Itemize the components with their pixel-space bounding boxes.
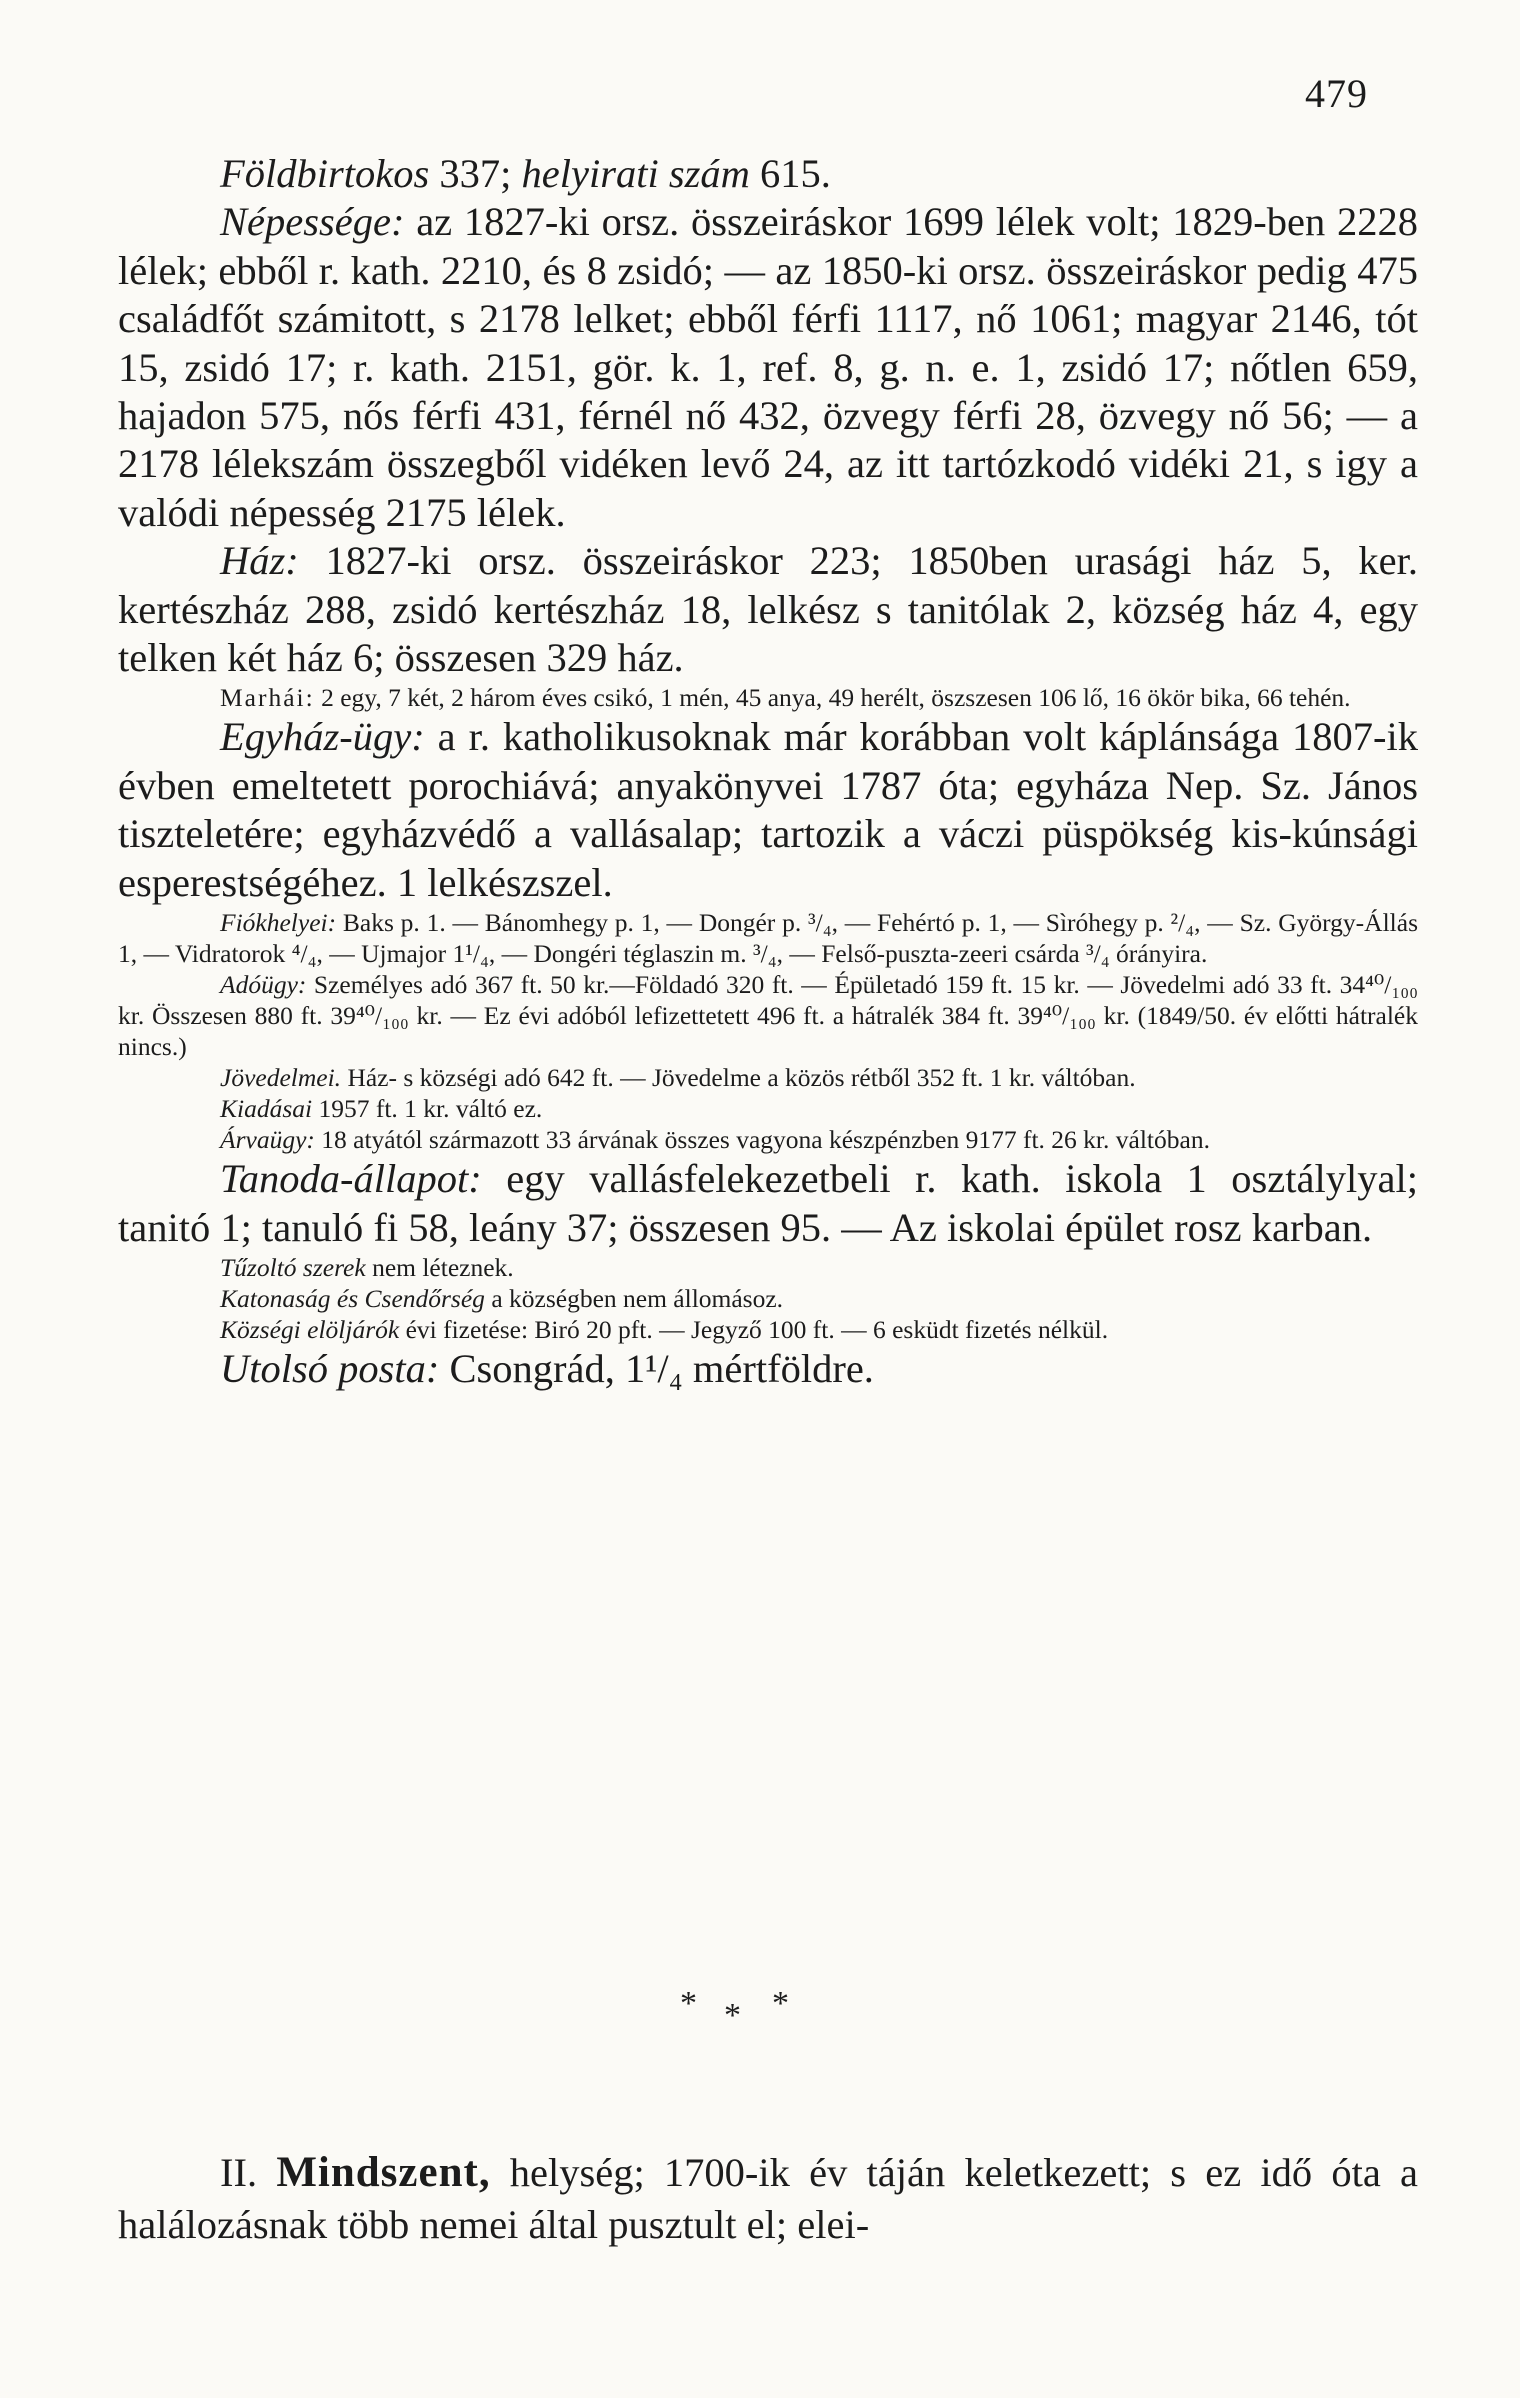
paragraph-population (118, 198, 1418, 537)
label-expenses: Kiadásai (220, 1094, 313, 1124)
label-houses: Ház: (220, 538, 299, 584)
text-school: egy vallásfelekezetbeli r. kath. iskola 1 osztálylyal; tanitó 1; tanuló fi 58, leány 37; összesen 95. — Az iskolai épület rosz karban. (118, 1156, 1418, 1250)
paragraph-military (118, 1283, 1418, 1314)
label-income: Jövedelmei. (220, 1063, 342, 1093)
label-officials: Községi elöljárók (220, 1314, 400, 1344)
text-orphans: 18 atyától származott 33 árvának összes vagyona készpénzben 9177 ft. 26 kr. váltóban. (314, 1125, 1210, 1155)
label-population: Népessége: (220, 199, 405, 245)
label-taxes: Adóügy: (220, 970, 307, 1000)
paragraph-expenses (118, 1093, 1418, 1124)
paragraph-orphans (118, 1124, 1418, 1155)
paragraph-fire-equipment (118, 1252, 1418, 1283)
asterisk-right: * (772, 1985, 789, 2022)
text-postal-number: 615. (749, 151, 831, 196)
text-income: Ház- s községi adó 642 ft. — Jövedelme a közös rétből 352 ft. 1 kr. váltóban. (341, 1063, 1136, 1093)
text-post: Csongrád, 1¹/₄ mértföldre. (439, 1345, 874, 1391)
page-number: 479 (1305, 71, 1368, 116)
section-numeral: II. (220, 2150, 258, 2195)
page-body (118, 150, 1418, 1393)
text-church: a r. katholikusoknak már korábban volt káplánsága 1807-ik évben emeltetett porochiává; anyakönyvei 1787 óta; egyháza Nep. Sz. János tiszteletére; egyházvédő a vallásalap; tartozik a váczi püspökség kis-kúnsági esperestségéhez. 1 lelkészszel. (118, 714, 1418, 905)
text-livestock: 2 egy, 7 két, 2 három éves csikó, 1 mén, 45 anya, 49 herélt, öszszesen 106 lő, 16 ökör bika, 66 tehén. (314, 683, 1351, 713)
label-church: Egyház-ügy: (220, 714, 425, 760)
text-taxes: Személyes adó 367 ft. 50 kr.—Földadó 320 ft. — Épületadó 159 ft. 15 kr. — Jövedelmi adó 33 ft. 34⁴⁰/₁₀₀ kr. Összesen 880 ft. 39⁴⁰/₁₀₀ kr. — Ez évi adóból lefizettetett 496 ft. a hátralék 384 ft. 39⁴⁰/₁₀₀ kr. (1849/50. év előtti hátralék nincs.) (118, 970, 1418, 1062)
text-population: az 1827-ki orsz. összeiráskor 1699 lélek volt; 1829-ben 2228 lélek; ebből r. kath. 2210, és 8 zsidó; — az 1850-ki orsz. összeiráskor pedig 475 családfőt számitott, s 2178 lelket; ebből férfi 1117, nő 1061; magyar 2146, tót 15, zsidó 17; r. kath. 2151, gör. k. 1, ref. 8, g. n. e. 1, zsidó 17; nőtlen 659, hajadon 575, nős férfi 431, férnél nő 432, özvegy férfi 28, özvegy nő 56; — a 2178 lélekszám összegből vidéken levő 24, az itt tartózkodó vidéki 21, s igy a valódi népesség 2175 lélek. (118, 199, 1418, 535)
label-military: Katonaság és Csendőrség (220, 1283, 485, 1313)
label-postal-number: helyirati szám (521, 151, 750, 196)
text-expenses: 1957 ft. 1 kr. váltó ez. (312, 1094, 543, 1124)
text-fire-equipment: nem léteznek. (365, 1252, 514, 1282)
section-text: helység; 1700-ik év táján keletkezett; s ez idő óta a halálozásnak több nemei által pusztult el; elei- (118, 2150, 1418, 2247)
paragraph-land-holding (118, 150, 1418, 198)
label-livestock: Marhái: (220, 683, 315, 713)
text-military: a községben nem állomásoz. (484, 1283, 784, 1313)
label-orphans: Árvaügy: (220, 1125, 315, 1155)
label-branches: Fiókhelyei: (220, 908, 337, 938)
paragraph-church (118, 713, 1418, 907)
paragraph-taxes (118, 969, 1418, 1062)
paragraph-school (118, 1155, 1418, 1252)
text-land-holding: 337; (429, 151, 522, 196)
asterisk-left: * (680, 1985, 697, 2022)
paragraph-branches (118, 907, 1418, 969)
text-officials: évi fizetése: Biró 20 pft. — Jegyző 100 ft. — 6 esküdt fizetés nélkül. (399, 1314, 1109, 1344)
paragraph-houses (118, 537, 1418, 682)
asterisk-middle: * (724, 1997, 741, 2034)
paragraph-livestock (118, 682, 1418, 713)
paragraph-post (118, 1345, 1418, 1393)
label-post: Utolsó posta: (220, 1345, 440, 1391)
label-school: Tanoda-állapot: (220, 1156, 482, 1202)
section-mindszent (118, 2147, 1418, 2251)
text-houses: 1827-ki orsz. összeiráskor 223; 1850ben urasági ház 5, ker. kertészház 288, zsidó kertészház 18, lelkész s tanitólak 2, község ház 4, egy telken két ház 6; összesen 329 ház. (118, 538, 1418, 681)
label-land-holding: Földbirtokos (220, 151, 430, 196)
section-heading-paragraph (118, 2147, 1418, 2251)
label-fire-equipment: Tűzoltó szerek (220, 1252, 366, 1282)
paragraph-officials (118, 1314, 1418, 1345)
text-branches: Baks p. 1. — Bánomhegy p. 1, — Dongér p. ³/₄, — Fehértó p. 1, — Sìróhegy p. ²/₄, — Sz. György-Állás 1, — Vidratorok ⁴/₄, — Ujmajor 1¹/₄, — Dongéri téglaszin m. ³/₄, — Felső-puszta-zeeri csárda ³/₄ órányira. (118, 908, 1418, 969)
paragraph-income (118, 1062, 1418, 1093)
section-place-name: Mindszent, (276, 2149, 491, 2196)
